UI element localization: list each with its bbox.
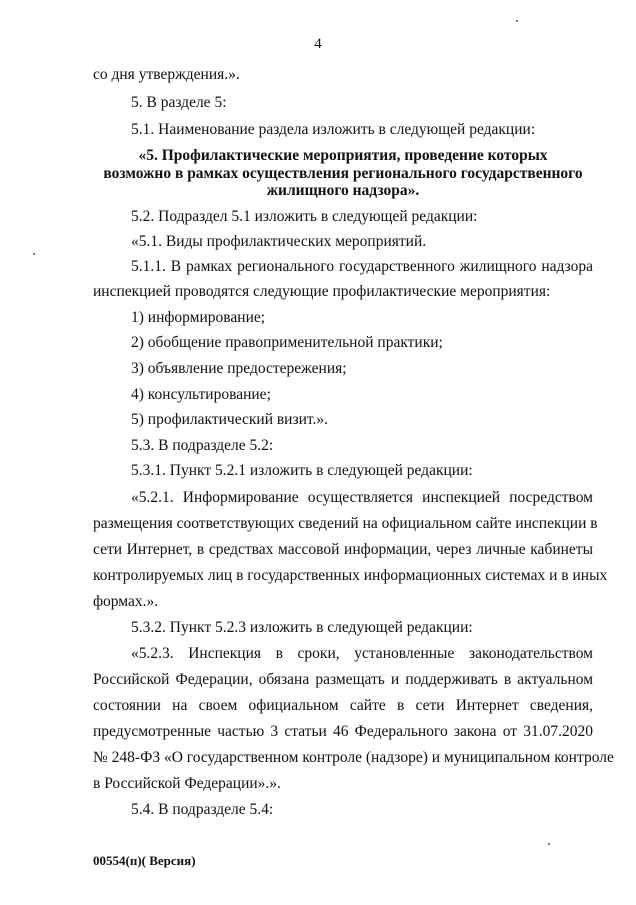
text-line: Российской Федерации, обязана размещать и поддерживать в актуальном [93,671,593,688]
list-item: 3) объявление предостережения; [131,360,347,377]
text-line: 5. В разделе 5: [131,94,227,111]
text-line: 5.1. Наименование раздела изложить в следующей редакции: [131,121,536,138]
text-line: сети Интернет, в средствах массовой информации, через личные кабинеты [93,541,593,558]
text-line: 5.1.1. В рамках регионального государственного жилищного надзора [131,258,593,275]
text-line: 5.4. В подразделе 5.4: [131,801,274,818]
scan-speck [548,843,550,845]
text-line: 5.3. В подразделе 5.2: [131,437,274,454]
text-line: «5.1. Виды профилактических мероприятий. [131,233,427,250]
text-line: 5.2. Подраздел 5.1 изложить в следующей редакции: [131,208,478,225]
text-line: № 248-ФЗ «О государственном контроле (надзоре) и муниципальном контроле [93,749,614,766]
page-number: 4 [314,36,322,52]
scan-speck [516,20,518,22]
text-line: состоянии на своем официальном сайте в сети Интернет сведения, [93,697,593,714]
text-line: инспекцией проводятся следующие профилактические мероприятия: [93,283,551,300]
text-line: предусмотренные частью 3 статьи 46 Федерального закона от 31.07.2020 [93,723,593,740]
text-line: в Российской Федерации».». [93,775,281,792]
scan-speck [33,253,35,255]
list-item: 1) информирование; [131,309,266,326]
text-line: формах.». [93,593,159,610]
list-item: 5) профилактический визит.». [131,411,329,428]
list-item: 4) консультирование; [131,386,271,403]
text-line: 5.3.2. Пункт 5.2.3 изложить в следующей редакции: [131,619,473,636]
text-line: размещения соответствующих сведений на официальном сайте инспекции в [93,515,598,532]
section-heading-line: «5. Профилактические мероприятия, проведение которых [138,147,548,164]
section-heading-line: возможно в рамках осуществления регионального государственного [103,165,583,182]
document-footer: 00554(п)( Версия) [93,853,196,868]
text-line: «5.2.1. Информирование осуществляется инспекцией посредством [131,489,593,506]
text-line: 5.3.1. Пункт 5.2.1 изложить в следующей редакции: [131,462,473,479]
text-line: контролируемых лиц в государственных информационных системах и в иных [93,567,608,584]
text-line: со дня утверждения.». [93,66,240,83]
list-item: 2) обобщение правоприменительной практики; [131,334,443,351]
section-heading-line: жилищного надзора». [266,182,420,199]
text-line: «5.2.3. Инспекция в сроки, установленные законодательством [131,645,593,662]
